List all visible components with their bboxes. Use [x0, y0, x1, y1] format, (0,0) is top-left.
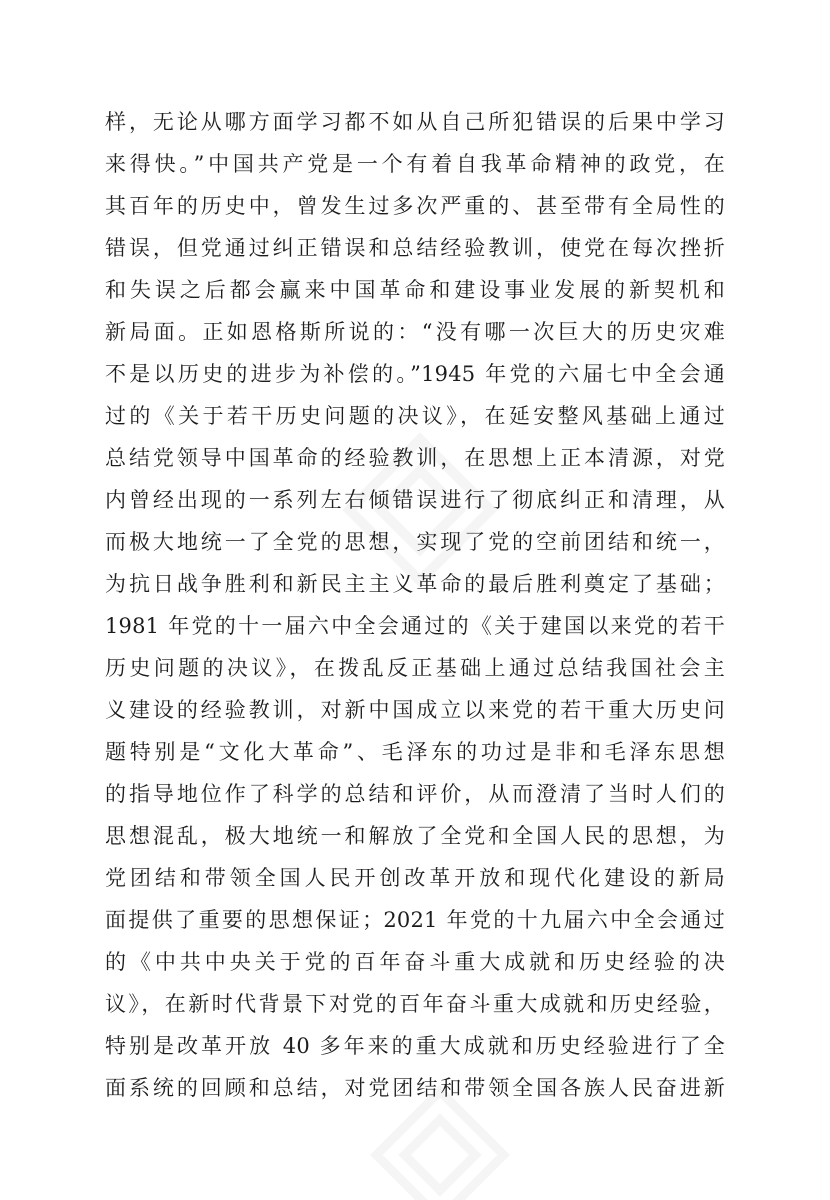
text-line: 样，无论从哪方面学习都不如从自己所犯错误的后果中学习 [105, 110, 725, 134]
text-line: 不是以历史的进步为补偿的。”1945 年党的六届七中全会通 [105, 362, 725, 386]
text-line: 的指导地位作了科学的总结和评价，从而澄清了当时人们的 [105, 782, 725, 806]
text-line: 错误，但党通过纠正错误和总结经验教训，使党在每次挫折 [105, 236, 725, 260]
text-line: 题特别是“文化大革命”、毛泽东的功过是非和毛泽东思想 [105, 740, 725, 764]
text-line: 面提供了重要的思想保证；2021 年党的十九届六中全会通过 [105, 908, 725, 932]
text-line: 特别是改革开放 40 多年来的重大成就和历史经验进行了全 [105, 1034, 725, 1058]
text-line: 的《中共中央关于党的百年奋斗重大成就和历史经验的决 [105, 950, 725, 974]
text-line: 来得快。”中国共产党是一个有着自我革命精神的政党，在 [105, 152, 725, 176]
text-line: 思想混乱，极大地统一和解放了全党和全国人民的思想，为 [105, 824, 725, 848]
text-line: 党团结和带领全国人民开创改革开放和现代化建设的新局 [105, 866, 725, 890]
body-text [105, 101, 725, 1109]
text-line: 为抗日战争胜利和新民主主义革命的最后胜利奠定了基础； [105, 572, 725, 596]
text-line: 义建设的经验教训，对新中国成立以来党的若干重大历史问 [105, 698, 725, 722]
text-line: 新局面。正如恩格斯所说的：“没有哪一次巨大的历史灾难 [105, 320, 725, 344]
text-line: 议》，在新时代背景下对党的百年奋斗重大成就和历史经验， [105, 992, 725, 1016]
text-line: 面系统的回顾和总结，对党团结和带领全国各族人民奋进新 [105, 1076, 725, 1100]
text-line: 1981 年党的十一届六中全会通过的《关于建国以来党的若干 [105, 614, 725, 638]
text-line: 和失误之后都会赢来中国革命和建设事业发展的新契机和 [105, 278, 725, 302]
text-line: 历史问题的决议》，在拨乱反正基础上通过总结我国社会主 [105, 656, 725, 680]
text-line: 内曾经出现的一系列左右倾错误进行了彻底纠正和清理，从 [105, 488, 725, 512]
text-line: 总结党领导中国革命的经验教训，在思想上正本清源，对党 [105, 446, 725, 470]
text-line: 过的《关于若干历史问题的决议》，在延安整风基础上通过 [105, 404, 725, 428]
text-line: 其百年的历史中，曾发生过多次严重的、甚至带有全局性的 [105, 194, 725, 218]
text-line: 而极大地统一了全党的思想，实现了党的空前团结和统一， [105, 530, 725, 554]
